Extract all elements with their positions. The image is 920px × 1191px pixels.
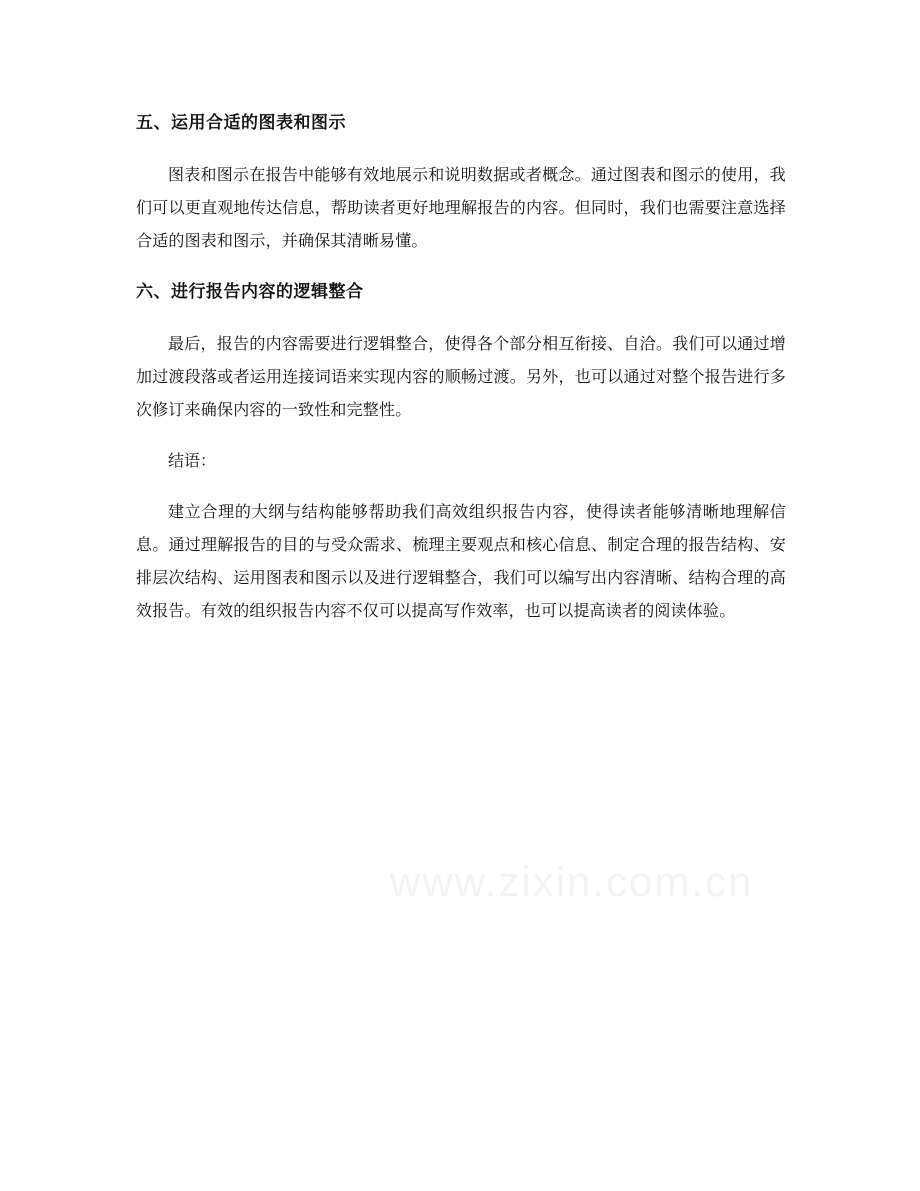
section-paragraph-6: 最后，报告的内容需要进行逻辑整合，使得各个部分相互衔接、自洽。我们可以通过增加过渡段落或者运用连接词语来实现内容的顺畅过渡。另外，也可以通过对整个报告进行多次修订来确保内容的一致性和完整性。 [136, 334, 786, 419]
conclusion-paragraph: 建立合理的大纲与结构能够帮助我们高效组织报告内容，使得读者能够清晰地理解信息。通过理解报告的目的与受众需求、梳理主要观点和核心信息、制定合理的报告结构、安排层次结构、运用图表和图示以及进行逻辑整合，我们可以编写出内容清晰、结构合理的高效报告。有效的组织报告内容不仅可以提高写作效率，也可以提高读者的阅读体验。 [136, 502, 786, 620]
watermark: www.zixin.com.cn [390, 858, 754, 905]
section-heading-6: 六、进行报告内容的逻辑整合 [136, 282, 364, 302]
section-paragraph-5: 图表和图示在报告中能够有效地展示和说明数据或者概念。通过图表和图示的使用，我们可以更直观地传达信息，帮助读者更好地理解报告的内容。但同时，我们也需要注意选择合适的图表和图示，并确保其清晰易懂。 [136, 165, 786, 250]
conclusion-label: 结语： [168, 451, 217, 470]
document-body [136, 106, 786, 645]
section-heading-5: 五、运用合适的图表和图示 [136, 113, 346, 133]
